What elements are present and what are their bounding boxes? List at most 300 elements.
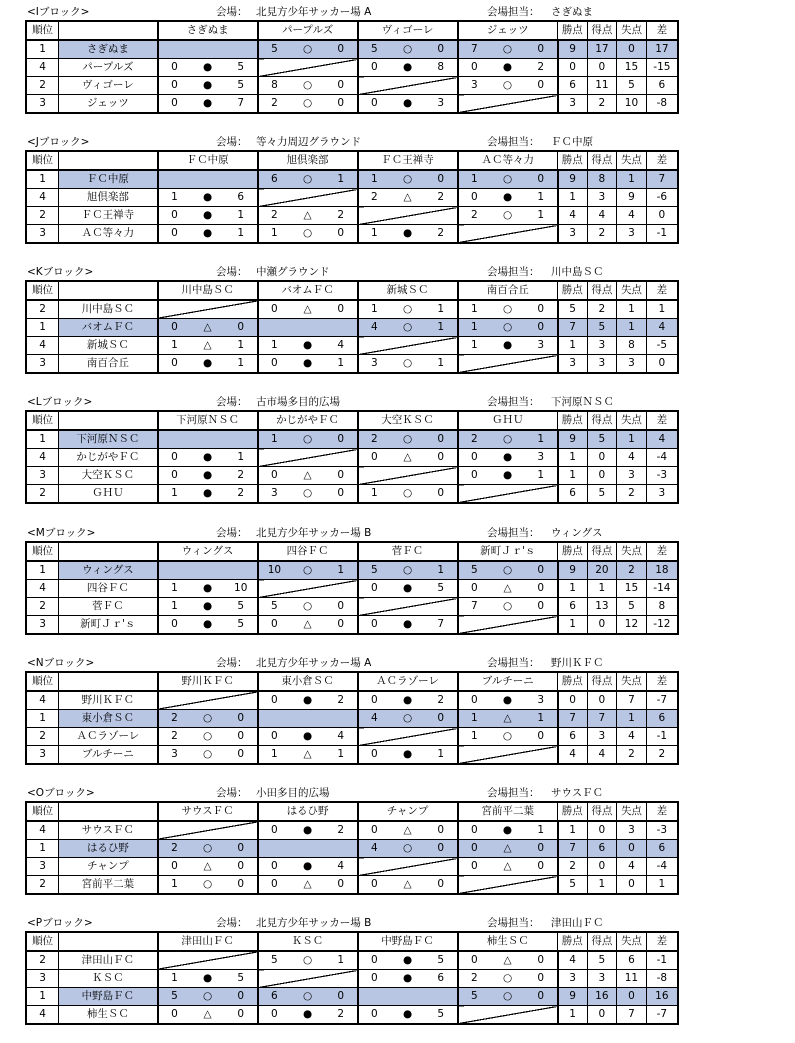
block-header xyxy=(25,135,679,150)
score-for-cell: 1 xyxy=(158,189,191,207)
points-cell: 4 xyxy=(558,207,588,225)
goals-against-cell: 2 xyxy=(617,485,647,504)
opponent-header: パープルズ xyxy=(258,21,358,40)
team-row xyxy=(26,337,678,355)
rank-cell: 2 xyxy=(26,77,59,95)
result-mark-cell: ● xyxy=(190,449,225,467)
points-cell: 9 xyxy=(558,430,588,449)
result-mark-cell: ○ xyxy=(290,951,325,970)
goals-for-cell: 20 xyxy=(587,561,617,580)
goal-diff-cell: 2 xyxy=(646,746,678,765)
points-cell: 7 xyxy=(558,710,588,728)
team-row xyxy=(26,858,678,876)
rank-cell: 1 xyxy=(26,319,59,337)
score-for-cell: 6 xyxy=(258,170,291,189)
team-name-cell: ＦＣ王禅寺 xyxy=(59,207,158,225)
score-against-cell: 0 xyxy=(425,430,458,449)
rank-cell: 1 xyxy=(26,840,59,858)
goals-against-cell: 5 xyxy=(617,77,647,95)
result-mark-cell: ○ xyxy=(290,485,325,504)
team-header xyxy=(59,281,158,300)
team-row xyxy=(26,355,678,374)
goals-against-cell: 0 xyxy=(617,876,647,895)
goal-diff-cell: -12 xyxy=(646,616,678,635)
points-header: 勝点 xyxy=(558,281,588,300)
score-against-cell: 5 xyxy=(225,59,258,77)
goal-diff-header: 差 xyxy=(646,672,678,691)
manager-name: 川中島ＳＣ xyxy=(551,266,604,278)
score-against-cell: 1 xyxy=(525,430,558,449)
manager-name: 野川ＫＦＣ xyxy=(551,657,604,669)
team-row xyxy=(26,95,678,114)
score-for-cell: 1 xyxy=(258,746,291,765)
score-against-cell: 0 xyxy=(325,598,358,616)
venue-label: 会場： xyxy=(216,396,248,408)
points-header: 勝点 xyxy=(558,542,588,561)
score-for-cell: 3 xyxy=(358,355,391,374)
team-name-cell: 野川ＫＦＣ xyxy=(59,691,158,710)
venue-name: 北見方少年サッカー場 B xyxy=(256,917,372,929)
team-name-cell: ＡＣラゾーレ xyxy=(59,728,158,746)
score-against-cell: 1 xyxy=(225,337,258,355)
score-for-cell: 2 xyxy=(158,710,191,728)
goals-against-cell: 12 xyxy=(617,616,647,635)
result-mark-cell: ● xyxy=(390,616,425,635)
standings-table xyxy=(25,931,679,1025)
goals-for-header: 得点 xyxy=(587,672,617,691)
self-match-diagonal xyxy=(158,300,258,319)
goal-diff-cell: 6 xyxy=(646,77,678,95)
score-against-cell: 1 xyxy=(325,170,358,189)
goals-for-cell: 0 xyxy=(587,59,617,77)
rank-header: 順位 xyxy=(26,281,59,300)
team-name-cell: 大空ＫＳＣ xyxy=(59,467,158,485)
rank-header: 順位 xyxy=(26,802,59,821)
score-for-cell: 0 xyxy=(458,821,491,840)
result-mark-cell: ● xyxy=(290,728,325,746)
goal-diff-cell: 6 xyxy=(646,710,678,728)
result-mark-cell: △ xyxy=(290,746,325,765)
score-against-cell: 0 xyxy=(425,840,458,858)
score-for-cell: 1 xyxy=(458,170,491,189)
result-mark-cell: ● xyxy=(190,189,225,207)
self-match-diagonal xyxy=(158,40,258,59)
result-mark-cell: ● xyxy=(190,970,225,988)
block-7 xyxy=(25,916,679,1025)
venue-name: 中瀬グラウンド xyxy=(256,266,330,278)
manager-name: ＦＣ中原 xyxy=(551,136,593,148)
score-against-cell: 1 xyxy=(425,561,458,580)
team-name-cell: パープルズ xyxy=(59,59,158,77)
score-against-cell: 0 xyxy=(225,876,258,895)
score-for-cell: 2 xyxy=(458,430,491,449)
header-row xyxy=(26,281,678,300)
points-cell: 3 xyxy=(558,970,588,988)
score-for-cell: 0 xyxy=(358,746,391,765)
opponent-header: 下河原ＮＳＣ xyxy=(158,411,258,430)
block-header xyxy=(25,786,679,801)
venue-label: 会場： xyxy=(216,917,248,929)
manager-label: 会場担当： xyxy=(487,266,540,278)
result-mark-cell: ● xyxy=(490,467,525,485)
rank-header: 順位 xyxy=(26,151,59,170)
result-mark-cell: ○ xyxy=(490,728,525,746)
goals-for-cell: 17 xyxy=(587,40,617,59)
score-for-cell: 0 xyxy=(458,691,491,710)
score-for-cell: 0 xyxy=(258,691,291,710)
score-against-cell: 0 xyxy=(325,485,358,504)
result-mark-cell: ● xyxy=(490,691,525,710)
rank-cell: 2 xyxy=(26,207,59,225)
goals-against-header: 失点 xyxy=(617,802,647,821)
goal-diff-cell: 18 xyxy=(646,561,678,580)
score-for-cell: 2 xyxy=(458,970,491,988)
score-against-cell: 10 xyxy=(225,580,258,598)
team-row xyxy=(26,189,678,207)
self-match-diagonal xyxy=(358,77,458,95)
opponent-header: はるひ野 xyxy=(258,802,358,821)
manager-label: 会場担当： xyxy=(487,657,540,669)
score-against-cell: 2 xyxy=(325,207,358,225)
score-against-cell: 1 xyxy=(525,467,558,485)
goal-diff-cell: 3 xyxy=(646,485,678,504)
self-match-diagonal xyxy=(358,467,458,485)
score-against-cell: 0 xyxy=(325,616,358,635)
rank-cell: 3 xyxy=(26,970,59,988)
result-mark-cell: ○ xyxy=(290,430,325,449)
rank-cell: 1 xyxy=(26,561,59,580)
result-mark-cell: ● xyxy=(390,691,425,710)
goal-diff-cell: -1 xyxy=(646,728,678,746)
rank-cell: 4 xyxy=(26,691,59,710)
block-title: <Mブロック> xyxy=(27,527,96,539)
score-against-cell: 5 xyxy=(425,580,458,598)
goal-diff-header: 差 xyxy=(646,281,678,300)
score-against-cell: 2 xyxy=(525,59,558,77)
opponent-header: ウィングス xyxy=(158,542,258,561)
score-against-cell: 1 xyxy=(225,225,258,244)
team-row xyxy=(26,319,678,337)
goals-against-header: 失点 xyxy=(617,411,647,430)
score-against-cell: 0 xyxy=(425,485,458,504)
points-cell: 1 xyxy=(558,189,588,207)
goal-diff-cell: -8 xyxy=(646,95,678,114)
goals-for-cell: 0 xyxy=(587,1006,617,1025)
points-cell: 9 xyxy=(558,988,588,1006)
goal-diff-cell: -4 xyxy=(646,858,678,876)
goals-against-header: 失点 xyxy=(617,672,647,691)
result-mark-cell: ○ xyxy=(390,710,425,728)
score-for-cell: 0 xyxy=(158,225,191,244)
result-mark-cell: ○ xyxy=(290,225,325,244)
opponent-header: 新町Ｊｒ'ｓ xyxy=(458,542,558,561)
goals-for-cell: 6 xyxy=(587,840,617,858)
result-mark-cell: ● xyxy=(490,59,525,77)
goals-against-cell: 3 xyxy=(617,467,647,485)
block-6 xyxy=(25,786,679,895)
result-mark-cell: ○ xyxy=(490,170,525,189)
score-against-cell: 2 xyxy=(225,467,258,485)
score-for-cell: 2 xyxy=(158,728,191,746)
score-for-cell: 3 xyxy=(158,746,191,765)
manager-name: ウィングス xyxy=(551,527,603,539)
score-for-cell: 0 xyxy=(258,467,291,485)
score-for-cell: 2 xyxy=(358,189,391,207)
rank-cell: 4 xyxy=(26,821,59,840)
points-cell: 5 xyxy=(558,300,588,319)
goals-against-cell: 1 xyxy=(617,170,647,189)
team-name-cell: バオムＦＣ xyxy=(59,319,158,337)
team-row xyxy=(26,580,678,598)
team-row xyxy=(26,746,678,765)
result-mark-cell: ● xyxy=(190,59,225,77)
block-4 xyxy=(25,526,679,635)
rank-cell: 3 xyxy=(26,746,59,765)
result-mark-cell: △ xyxy=(290,300,325,319)
goal-diff-cell: -5 xyxy=(646,337,678,355)
score-against-cell: 1 xyxy=(425,300,458,319)
opponent-header: ジェッツ xyxy=(458,21,558,40)
opponent-header: 大空ＫＳＣ xyxy=(358,411,458,430)
score-for-cell: 1 xyxy=(158,580,191,598)
goals-against-header: 失点 xyxy=(617,151,647,170)
header-row xyxy=(26,21,678,40)
score-for-cell: 0 xyxy=(258,616,291,635)
score-for-cell: 0 xyxy=(458,449,491,467)
team-row xyxy=(26,225,678,244)
score-against-cell: 1 xyxy=(425,355,458,374)
score-for-cell: 4 xyxy=(358,840,391,858)
opponent-header: かじがやＦＣ xyxy=(258,411,358,430)
team-row xyxy=(26,467,678,485)
goals-for-header: 得点 xyxy=(587,932,617,951)
rank-cell: 3 xyxy=(26,355,59,374)
score-against-cell: 7 xyxy=(225,95,258,114)
team-row xyxy=(26,821,678,840)
result-mark-cell: ● xyxy=(190,95,225,114)
result-mark-cell: △ xyxy=(390,821,425,840)
rank-cell: 4 xyxy=(26,580,59,598)
opponent-header: 柿生ＳＣ xyxy=(458,932,558,951)
score-against-cell: 4 xyxy=(325,337,358,355)
score-for-cell: 7 xyxy=(458,598,491,616)
block-title: <Nブロック> xyxy=(27,657,95,669)
self-match-diagonal xyxy=(158,430,258,449)
result-mark-cell: ○ xyxy=(290,170,325,189)
score-against-cell: 0 xyxy=(525,951,558,970)
manager-name: サウスＦＣ xyxy=(551,787,604,799)
goal-diff-cell: 4 xyxy=(646,430,678,449)
score-against-cell: 2 xyxy=(425,691,458,710)
result-mark-cell: ○ xyxy=(190,710,225,728)
result-mark-cell: △ xyxy=(290,467,325,485)
score-against-cell: 0 xyxy=(325,430,358,449)
result-mark-cell: ● xyxy=(190,485,225,504)
score-for-cell: 0 xyxy=(158,355,191,374)
points-cell: 3 xyxy=(558,95,588,114)
team-row xyxy=(26,40,678,59)
team-row xyxy=(26,485,678,504)
rank-cell: 3 xyxy=(26,616,59,635)
score-against-cell: 0 xyxy=(525,970,558,988)
score-against-cell: 0 xyxy=(325,40,358,59)
score-against-cell: 5 xyxy=(225,616,258,635)
points-cell: 1 xyxy=(558,337,588,355)
team-name-cell: 新町Ｊｒ'ｓ xyxy=(59,616,158,635)
result-mark-cell: △ xyxy=(190,858,225,876)
goals-for-cell: 7 xyxy=(587,710,617,728)
block-title: <Iブロック> xyxy=(27,6,90,18)
result-mark-cell: ● xyxy=(190,616,225,635)
goals-for-header: 得点 xyxy=(587,802,617,821)
rank-cell: 2 xyxy=(26,728,59,746)
score-against-cell: 6 xyxy=(225,189,258,207)
score-for-cell: 0 xyxy=(158,319,191,337)
result-mark-cell: ● xyxy=(390,1006,425,1025)
points-cell: 1 xyxy=(558,1006,588,1025)
score-for-cell: 1 xyxy=(458,300,491,319)
team-name-cell: 中野島ＦＣ xyxy=(59,988,158,1006)
rank-cell: 2 xyxy=(26,598,59,616)
score-against-cell: 0 xyxy=(325,225,358,244)
result-mark-cell: ○ xyxy=(390,355,425,374)
goals-for-header: 得点 xyxy=(587,411,617,430)
header-row xyxy=(26,932,678,951)
team-header xyxy=(59,672,158,691)
team-name-cell: チャンプ xyxy=(59,858,158,876)
manager-label: 会場担当： xyxy=(487,917,540,929)
self-match-diagonal xyxy=(258,580,358,598)
points-cell: 1 xyxy=(558,821,588,840)
points-cell: 1 xyxy=(558,449,588,467)
result-mark-cell: ○ xyxy=(490,207,525,225)
team-header xyxy=(59,411,158,430)
goals-against-cell: 3 xyxy=(617,355,647,374)
opponent-header: ＡＣ等々力 xyxy=(458,151,558,170)
self-match-diagonal xyxy=(258,710,358,728)
block-header xyxy=(25,526,679,541)
goals-against-cell: 4 xyxy=(617,207,647,225)
team-row xyxy=(26,449,678,467)
goals-against-header: 失点 xyxy=(617,542,647,561)
goals-for-cell: 3 xyxy=(587,728,617,746)
points-cell: 5 xyxy=(558,876,588,895)
score-against-cell: 0 xyxy=(325,467,358,485)
header-row xyxy=(26,802,678,821)
opponent-header: ＦＣ中原 xyxy=(158,151,258,170)
result-mark-cell: △ xyxy=(190,1006,225,1025)
goals-against-cell: 0 xyxy=(617,988,647,1006)
manager-label: 会場担当： xyxy=(487,527,540,539)
team-row xyxy=(26,970,678,988)
score-for-cell: 1 xyxy=(158,337,191,355)
goals-for-header: 得点 xyxy=(587,21,617,40)
team-header xyxy=(59,802,158,821)
result-mark-cell: ● xyxy=(190,580,225,598)
result-mark-cell: ● xyxy=(190,598,225,616)
team-row xyxy=(26,561,678,580)
goals-against-cell: 0 xyxy=(617,40,647,59)
score-against-cell: 8 xyxy=(425,59,458,77)
points-cell: 7 xyxy=(558,840,588,858)
result-mark-cell: ○ xyxy=(490,319,525,337)
goals-against-cell: 1 xyxy=(617,300,647,319)
venue-label: 会場： xyxy=(216,6,248,18)
result-mark-cell: ● xyxy=(290,691,325,710)
result-mark-cell: △ xyxy=(290,207,325,225)
score-for-cell: 0 xyxy=(258,876,291,895)
rank-header: 順位 xyxy=(26,932,59,951)
score-for-cell: 1 xyxy=(358,485,391,504)
score-against-cell: 0 xyxy=(325,876,358,895)
self-match-diagonal xyxy=(358,858,458,876)
goals-for-cell: 0 xyxy=(587,821,617,840)
score-for-cell: 0 xyxy=(258,858,291,876)
self-match-diagonal xyxy=(458,355,558,374)
goal-diff-cell: 4 xyxy=(646,319,678,337)
self-match-diagonal xyxy=(158,561,258,580)
result-mark-cell: ○ xyxy=(190,876,225,895)
team-row xyxy=(26,728,678,746)
score-against-cell: 1 xyxy=(325,561,358,580)
block-2 xyxy=(25,265,679,374)
team-name-cell: ヴィゴーレ xyxy=(59,77,158,95)
result-mark-cell: △ xyxy=(390,449,425,467)
score-against-cell: 1 xyxy=(325,951,358,970)
rank-cell: 1 xyxy=(26,170,59,189)
score-for-cell: 5 xyxy=(458,561,491,580)
goals-for-cell: 5 xyxy=(587,485,617,504)
block-title: <Jブロック> xyxy=(27,136,90,148)
score-against-cell: 0 xyxy=(425,876,458,895)
result-mark-cell: ● xyxy=(490,821,525,840)
block-1 xyxy=(25,135,679,244)
rank-cell: 1 xyxy=(26,710,59,728)
score-for-cell: 1 xyxy=(458,319,491,337)
score-for-cell: 7 xyxy=(458,40,491,59)
goals-against-cell: 6 xyxy=(617,951,647,970)
opponent-header: 川中島ＳＣ xyxy=(158,281,258,300)
team-name-cell: ＧＨＵ xyxy=(59,485,158,504)
result-mark-cell: ● xyxy=(190,77,225,95)
venue-name: 古市場多目的広場 xyxy=(256,396,340,408)
self-match-diagonal xyxy=(458,485,558,504)
manager-name: 津田山ＦＣ xyxy=(551,917,604,929)
result-mark-cell: ● xyxy=(190,355,225,374)
goal-diff-header: 差 xyxy=(646,411,678,430)
goals-for-cell: 5 xyxy=(587,430,617,449)
rank-cell: 3 xyxy=(26,225,59,244)
opponent-header: ＡＣラゾーレ xyxy=(358,672,458,691)
goals-for-cell: 5 xyxy=(587,319,617,337)
self-match-diagonal xyxy=(258,189,358,207)
score-against-cell: 0 xyxy=(225,858,258,876)
points-cell: 6 xyxy=(558,77,588,95)
block-title: <Pブロック> xyxy=(27,917,93,929)
score-against-cell: 6 xyxy=(425,970,458,988)
points-cell: 0 xyxy=(558,691,588,710)
block-header xyxy=(25,656,679,671)
team-name-cell: ＫＳＣ xyxy=(59,970,158,988)
result-mark-cell: ● xyxy=(190,467,225,485)
score-against-cell: 0 xyxy=(525,40,558,59)
opponent-header: 菅ＦＣ xyxy=(358,542,458,561)
score-for-cell: 0 xyxy=(158,207,191,225)
goal-diff-cell: -7 xyxy=(646,1006,678,1025)
result-mark-cell: ○ xyxy=(490,430,525,449)
result-mark-cell: ● xyxy=(490,449,525,467)
points-header: 勝点 xyxy=(558,411,588,430)
